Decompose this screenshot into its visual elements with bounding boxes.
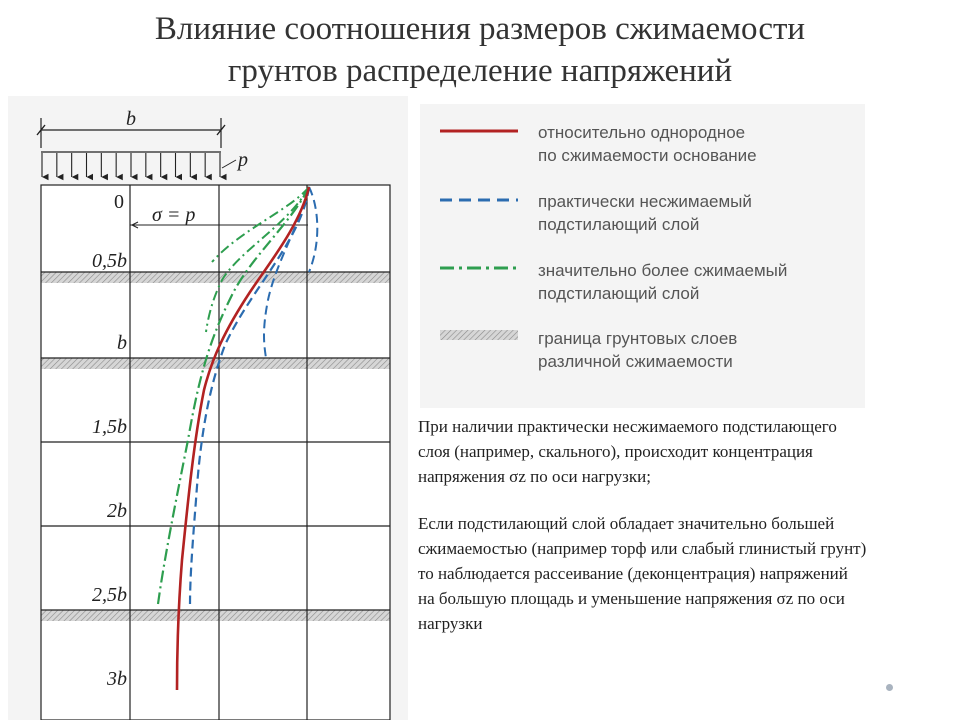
- legend-boundary-line1: граница грунтовых слоев: [538, 329, 738, 348]
- legend-boundary-line2: различной сжимаемости: [538, 352, 733, 371]
- zero-label: 0: [114, 191, 124, 213]
- layer-boundary-3: [41, 610, 390, 621]
- depth-label-0-5b: 0,5b: [92, 250, 127, 272]
- depth-label-2-5b: 2,5b: [92, 584, 127, 606]
- depth-label-1-5b: 1,5b: [92, 416, 127, 438]
- slide-dot-icon: [886, 684, 893, 691]
- legend-homogeneous-line2: по сжимаемости основание: [538, 146, 757, 165]
- width-label: b: [126, 108, 136, 130]
- title-line-1: Влияние соотношения размеров сжимаемости: [154, 11, 806, 47]
- load-label: p: [238, 149, 248, 171]
- layer-boundary-1: [41, 272, 390, 283]
- legend-homogeneous-line1: относительно однородное: [538, 123, 746, 142]
- layer-boundary-2: [41, 358, 390, 369]
- legend-incompressible-line2: подстилающий слой: [538, 215, 700, 234]
- legend-compressible-line1: значительно более сжимаемый: [538, 261, 788, 280]
- depth-label-3b: 3b: [107, 668, 127, 690]
- depth-label-2b: 2b: [107, 500, 127, 522]
- sigma-label: σ = p: [152, 204, 196, 226]
- description-paragraph-1: При наличии практически несжимаемого подстилающего слоя (например, скального), происходит концентрация напряжения σz по оси нагрузки;: [418, 417, 837, 486]
- description-text: [418, 414, 868, 658]
- title-line-2: грунтов распределение напряжений: [227, 53, 733, 89]
- depth-label-b: b: [117, 332, 127, 354]
- description-paragraph-2: Если подстилающий слой обладает значительно большей сжимаемостью (например торф или слабый глинистый грунт) то наблюдается рассеивание (деконцентрация) напряжений на большую площадь и уменьшение напряжения σz по оси нагрузки: [418, 514, 867, 633]
- legend-swatch-boundary: [440, 330, 518, 340]
- legend-compressible-line2: подстилающий слой: [538, 284, 700, 303]
- legend-incompressible-line1: практически несжимаемый: [538, 192, 752, 211]
